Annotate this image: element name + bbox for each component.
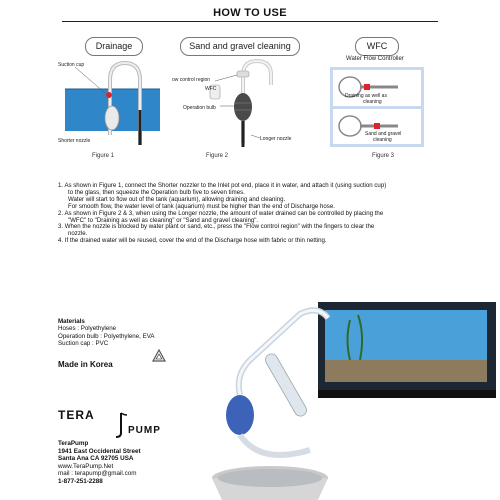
address-block [58,440,141,486]
label-wfc: WFC [205,86,217,92]
panel-label-wfc: WFC [355,37,399,56]
product-photo [200,300,500,500]
panel-label-sand-gravel: Sand and gravel cleaning [180,37,300,56]
figure-3-caption: Figure 3 [372,153,395,159]
instructions [58,183,450,245]
label-sand-gravel-2: cleaning [373,137,392,143]
city-address: Santa Ana CA 92705 USA [58,455,134,463]
made-in-korea: Made in Korea [58,360,113,369]
instruction-line: 1. As shown in Figure 1, connect the Shorter nozzler to the Inlet pot end, place it in water, and attach it (using suction cup) [58,182,387,189]
company-name: TeraPump [58,440,89,447]
email: mail : terapump@gmail.com [58,470,137,478]
wfc-subtitle: Water Flow Controller [346,56,404,62]
brand-logo-part1: TERA [58,408,95,422]
instruction-line: 4. If the drained water will be reused, cover the end of the Discharge hose with fabric or thin netting. [58,237,327,245]
brand-logo-part2: PUMP [128,425,161,436]
instruction-line: For smooth flow, the water level of tank (aquarium) must be higher than the end of Discharge hose. [68,202,335,210]
website: www.TeraPump.Net [58,462,114,470]
street-address: 1941 East Occidental Street [58,447,141,455]
label-suction-cup: Suction cup [58,62,85,68]
label-draining-cleaning-2: cleaning [363,99,382,105]
figure-2-caption: Figure 2 [206,153,229,159]
figure-1-illustration [55,55,165,150]
instruction-line: 2. As shown in Figure 2 & 3, when using the Longer nozzle, the amount of water drained can be controlled by placing the [58,209,384,217]
instruction-line: Water will start to flow out of the tank (aquarium), allowing draining and cleaning. [68,195,286,203]
label-longer-nozzle: Longer nozzle [260,136,292,142]
page-title: HOW TO USE [62,6,438,22]
instruction-line: nozzle. [68,230,88,238]
instruction-line: to the glass, then squeeze the Operation bulb five to seven times. [68,188,245,196]
figure-1-caption: Figure 1 [92,153,115,159]
instruction-line: "WFC" to "Draining as well as cleaning" or "Sand and gravel cleaning". [68,216,259,224]
material-line: Hoses : Polyethylene [58,325,117,333]
material-line: Suction cap : PVC [58,340,109,348]
label-shorter-nozzle: Shorter nozzle [58,138,91,144]
label-sand-gravel: Sand and gravel [365,131,402,137]
material-line: Operation bulb : Polyethylene, EVA [58,332,155,340]
recycle-icon [150,348,168,366]
panel-label-drainage: Drainage [85,37,143,56]
phone: 1-877-251-2288 [58,477,103,485]
label-operation-bulb: Operation bulb [183,105,216,111]
label-flow-control-region: ow control region [172,77,211,83]
materials-block [58,318,155,348]
label-draining-cleaning: Draining as well as [345,93,387,99]
materials-heading: Materials [58,318,85,325]
instruction-line: 3. When the nozzle is blocked by water plant or sand, etc., press the "Flow control region" with the fingers to clear the [58,223,375,231]
